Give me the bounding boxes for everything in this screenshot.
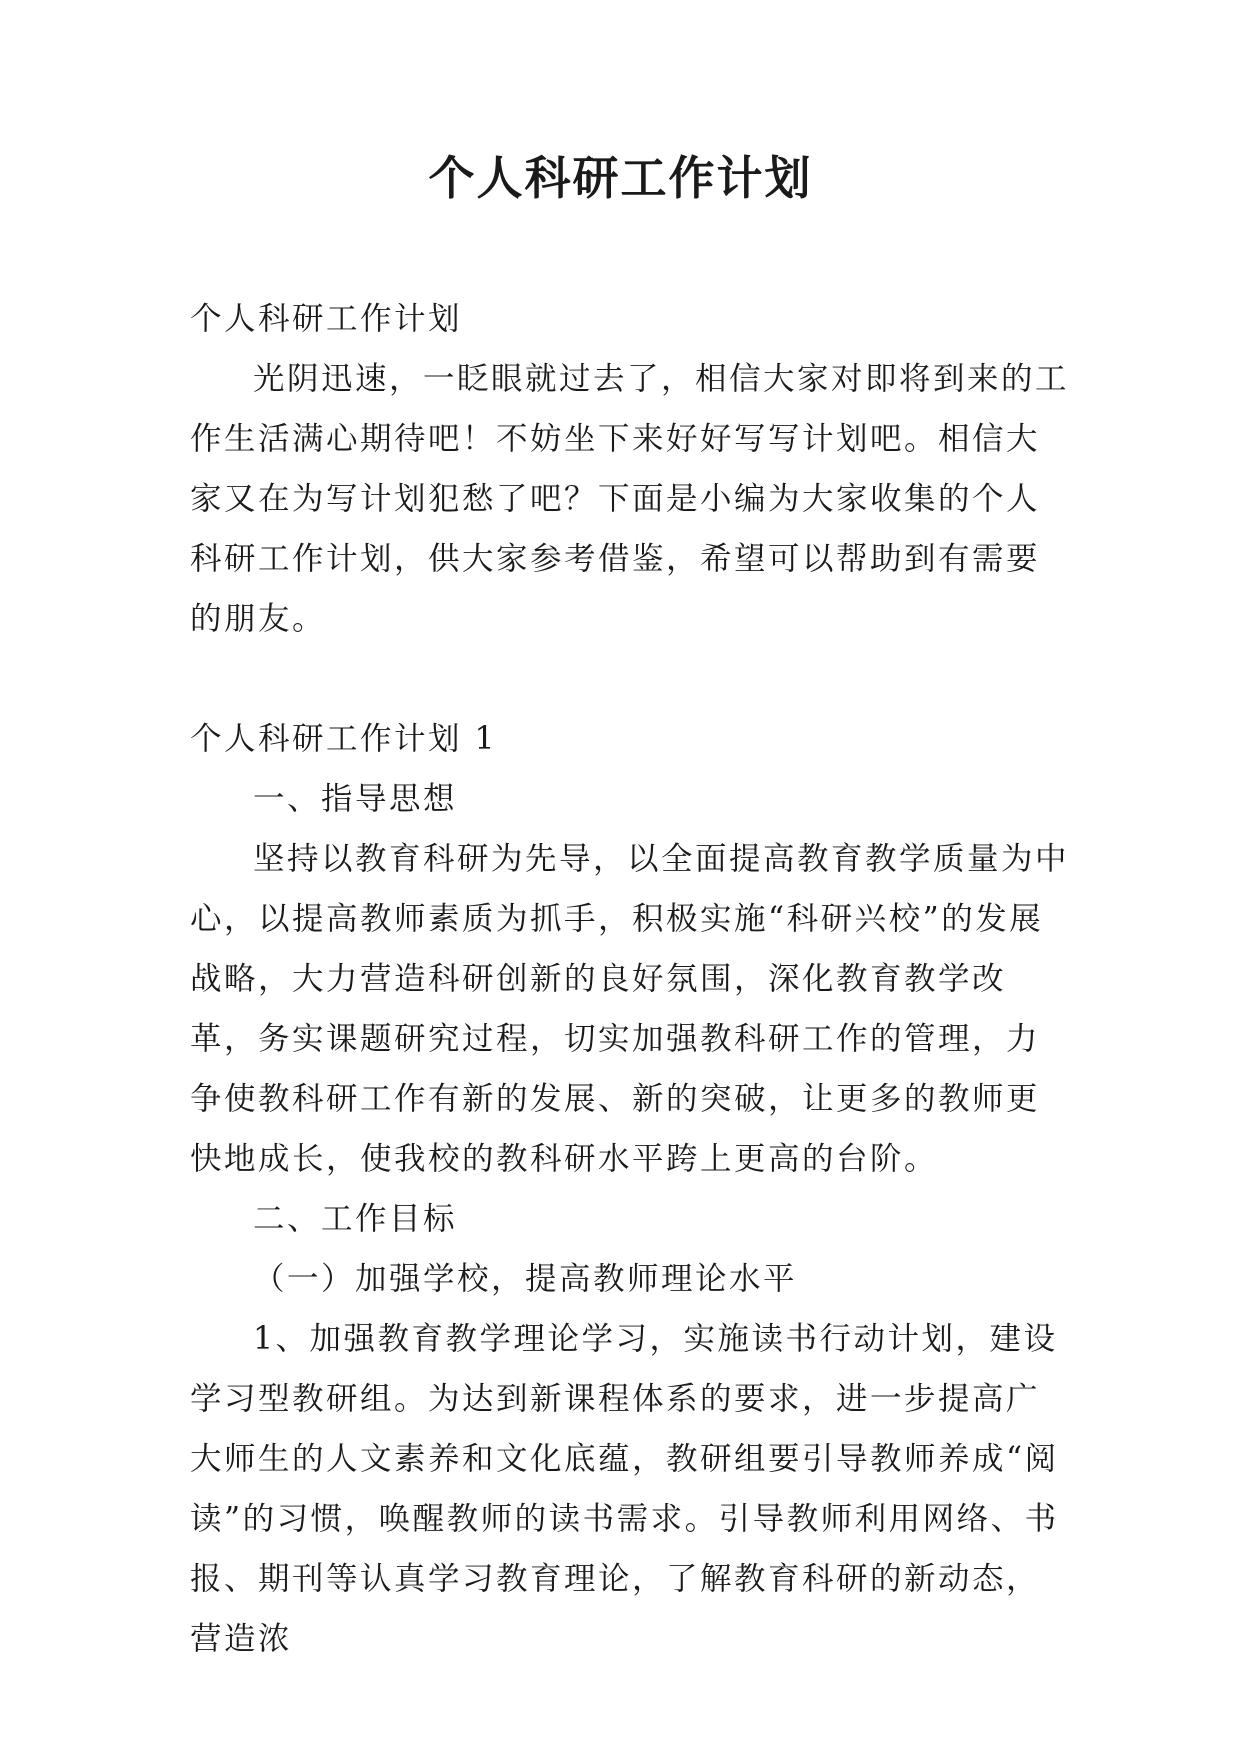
intro-paragraph: 光阴迅速，一眨眼就过去了，相信大家对即将到来的工作生活满心期待吧！不妨坐下来好好写写计划吧。相信大家又在为写计划犯愁了吧？下面是小编为大家收集的个人科研工作计划，供大家参考借鉴，希望可以帮助到有需要的朋友。 [190,361,1070,637]
item-paragraph: 1、加强教育教学理论学习，实施读书行动计划，建设学习型教研组。为达到新课程体系的要求，进一步提高广大师生的人文素养和文化底蕴，教研组要引导教师养成“阅读”的习惯，唤醒教师的读书需求。引导教师利用网络、书报、期刊等认真学习教育理论，了解教育科研的新动态，营造浓 [190,1321,1059,1657]
intro-heading: 个人科研工作计划 [190,301,463,337]
part-heading-work-goals: 二、工作目标 [253,1201,458,1237]
section-heading: 个人科研工作计划 1 [190,721,498,757]
subsection-heading: （一）加强学校，提高教师理论水平 [253,1261,798,1297]
page-title: 个人科研工作计划 [428,151,813,205]
document-body [190,289,1070,1669]
part-heading-guiding-ideology: 一、指导思想 [253,781,458,817]
guiding-ideology-paragraph: 坚持以教育科研为先导，以全面提高教育教学质量为中心，以提高教师素质为抓手，积极实施“科研兴校”的发展战略，大力营造科研创新的良好氛围，深化教育教学改革，务实课题研究过程，切实加强教科研工作的管理，力争使教科研工作有新的发展、新的突破，让更多的教师更快地成长，使我校的教科研水平跨上更高的台阶。 [190,841,1070,1177]
